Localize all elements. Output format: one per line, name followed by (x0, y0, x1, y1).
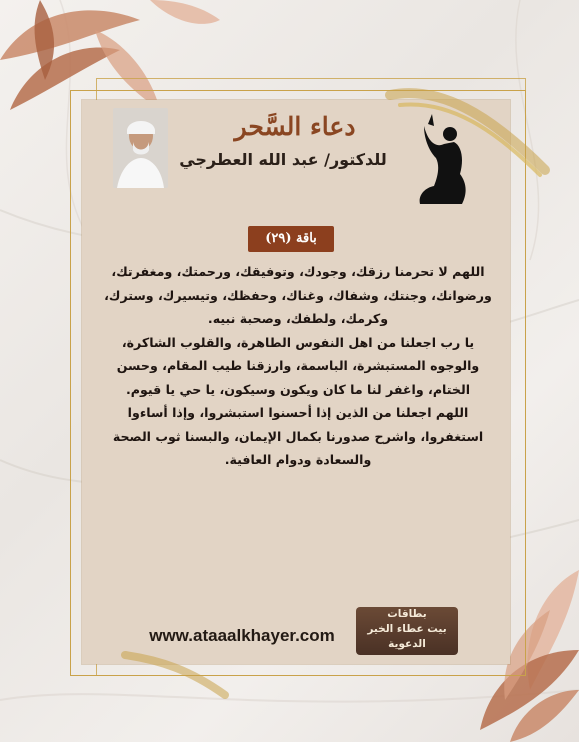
card-title: دعاء السَّحر (234, 112, 356, 141)
gold-glitter (120, 640, 230, 700)
praying-silhouette-icon (410, 112, 470, 212)
publisher-logo (356, 607, 458, 655)
series-badge: باقة (٢٩) (248, 226, 334, 252)
dua-paragraph: يا رب اجعلنا من اهل النفوس الطاهرة، والقلوب الشاكرة، والوجوه المستبشرة، الباسمة، وارزقنا طيب المقام، وحسن الختام، واغفر لنا ما كان ويكون وسيكون، يا حي يا قيوم. (116, 334, 480, 397)
logo-line: الدعوية (388, 638, 426, 650)
card-author: للدكتور/ عبد الله العطرجي (179, 150, 387, 169)
dua-paragraph: اللهم لا تحرمنا رزقك، وجودك، وتوفيقك، ورحمتك، ومغفرتك، ورضوانك، وجنتك، وشفاك، وغناك، وحفظك، وتيسيرك، وسترك، وكرمك، ولطفك، وصحبة نبيه. (104, 264, 492, 326)
dua-text (96, 260, 500, 472)
dua-paragraph: اللهم اجعلنا من الذين إذا أحسنوا استبشروا، وإذا أساءوا استغفروا، واشرح صدورنا بكمال الإيمان، والبسنا ثوب الصحة والسعادة ودوام العافية. (112, 405, 484, 467)
logo-line: بيت عطاء الخير (367, 623, 447, 635)
logo-line: بطاقات (387, 608, 427, 620)
website-link[interactable]: www.ataaalkhayer.com (149, 626, 335, 645)
author-photo (113, 108, 168, 188)
